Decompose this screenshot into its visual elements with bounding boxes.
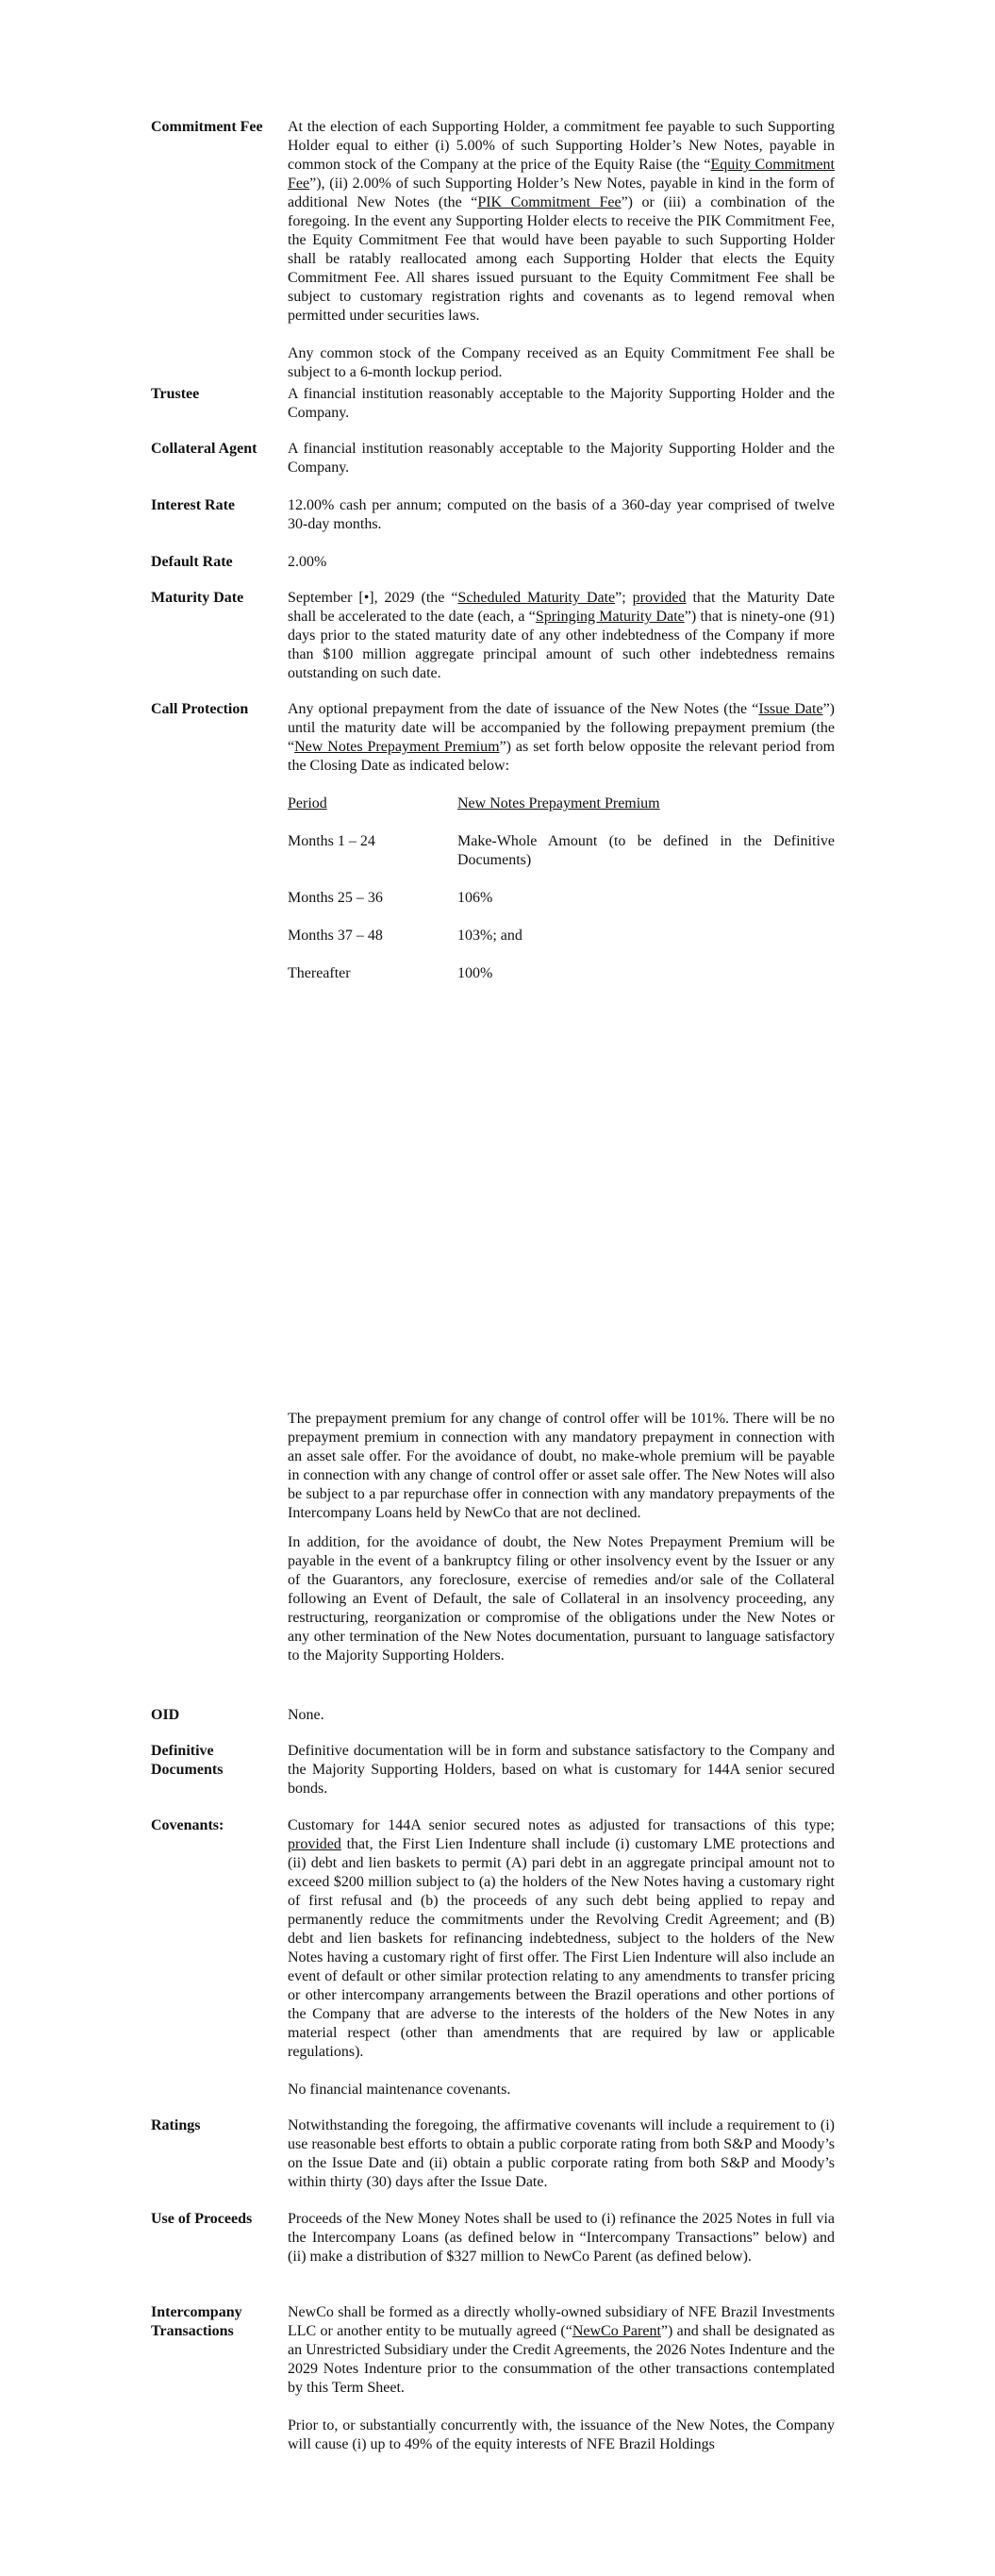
term-commitment-fee: Commitment Fee [151,119,263,135]
term-call-protection: Call Protection [151,701,249,717]
use-of-proceeds-text: Proceeds of the New Money Notes shall be used to (i) refinance the 2025 Notes in full via the Intercompany Loans (as defined below in “Intercompany Transactions” below) and (ii) make a distribution of $327 million to NewCo Parent (as defined below). [288,2211,835,2265]
maturity-date-text: September [•], 2029 (the “Scheduled Maturity Date”; provided that the Maturity Date shall be accelerated to the date (each, a “Springing Maturity Date”) that is ninety-one (91) days prior to the stated maturity date of any other indebtedness of the Company if more than $100 million aggregate principal amount of such other indebtedness remains outstanding on such date. [288,590,836,681]
call-protection-continued [288,1410,835,1665]
commitment-fee-text [288,118,835,382]
oid-text: None. [288,1707,324,1723]
trustee-text: A financial institution reasonably acceptable to the Majority Supporting Holder and the Company. [288,386,835,421]
intercompany-paragraph-2: Prior to, or substantially concurrently with, the issuance of the New Notes, the Company will cause (i) up to 49% of the equity interests of NFE Brazil Holdings [288,2417,835,2452]
term-oid: OID [151,1707,180,1723]
table-row-period: Months 1 – 24 [288,833,375,849]
term-ratings: Ratings [151,2117,201,2133]
interest-rate-text: 12.00% cash per annum; computed on the basis of a 360-day year comprised of twelve 30-day months. [288,497,835,532]
term-covenants: Covenants: [151,1817,224,1833]
intercompany-transactions-text: NewCo shall be formed as a directly wholly-owned subsidiary of NFE Brazil Investments LLC or another entity to be mutually agreed (“NewCo Parent”) and shall be designated as an Unrestricted Subsidiary under the Credit Agreements, the 2026 Notes Indenture and the 2029 Notes Indenture prior to the consummation of the other transactions contemplated by this Term Sheet. Prior to, or substantially concurrently with, the issuance of the New Notes, the Company will cause (i) up to 49% of the equity interests of NFE Brazil Holdings [288,2304,835,2452]
term-use-of-proceeds: Use of Proceeds [151,2211,253,2227]
covenants-text: Customary for 144A senior secured notes as adjusted for transactions of this type; provided that, the First Lien Indenture shall include (i) customary LME protections and (ii) debt and lien baskets to permit (A) pari debt in an aggregate principal amount not to exceed $200 million subject to (a) the holders of the New Notes having a customary right of first refusal and (b) the proceeds of any such debt being applied to repay and permanently reduce the commitments under the Revolving Credit Agreement; and (B) debt and lien baskets for refinancing indebtedness, subject to the holders of the New Notes having a customary right of first offer. The First Lien Indenture will also include an event of default or other similar protection relating to any amendments to transfer pricing or other intercompany arrangements between the Brazil operations and other portions of the Company that are adverse to the interests of the holders of the New Notes in any material respect (other than amendments that are required by law or applicable regulations). No financial maintenance covenants. [288,1817,835,2098]
collateral-agent-text: A financial institution reasonably acceptable to the Majority Supporting Holder and the Company. [288,441,835,476]
term-definitive-documents: Definitive Documents [151,1743,224,1778]
table-row-premium: 100% [457,965,493,981]
table-row-period: Thereafter [288,965,351,981]
term-trustee: Trustee [151,386,200,402]
bankruptcy-premium-paragraph: In addition, for the avoidance of doubt, the New Notes Prepayment Premium will be payable in the event of a bankruptcy filing or other insolvency event by the Issuer or any of the Guarantors, any foreclosure, exercise of remedies and/or sale of the Collateral following an Event of Default, the sale of Collateral in an insolvency proceeding, any restructuring, reorganization or compromise of the obligations under the New Notes or any other termination of the New Notes documentation, pursuant to language satisfactory to the Majority Supporting Holders. [288,1534,835,1664]
table-row-premium: Make-Whole Amount (to be defined in the Definitive Documents) [457,833,835,868]
term-intercompany-transactions: Intercompany Transactions [151,2304,242,2339]
term-collateral-agent: Collateral Agent [151,441,257,457]
call-protection-text: Any optional prepayment from the date of issuance of the New Notes (the “Issue Date”) until the maturity date will be accompanied by the following prepayment premium (the “New Notes Prepayment Premium”) as set forth below opposite the relevant period from the Closing Date as indicated below: [288,701,836,774]
table-row-premium: 106% [457,890,493,906]
ratings-text: Notwithstanding the foregoing, the affirmative covenants will include a requirement to (i) use reasonable best efforts to obtain a public corporate rating from both S&P and Moody’s on the Issue Date and (ii) obtain a public corporate rating from both S&P and Moody’s within thirty (30) days after the Issue Date. [288,2117,835,2190]
change-of-control-paragraph: The prepayment premium for any change of control offer will be 101%. There will be no prepayment premium in connection with any mandatory prepayment in connection with an asset sale offer. For the avoidance of doubt, no make-whole premium will be payable in connection with any change of control offer or asset sale offer. The New Notes will also be subject to a par repurchase offer in connection with any mandatory prepayments of the Intercompany Loans held by NewCo that are not declined. [288,1411,835,1521]
term-maturity-date: Maturity Date [151,590,244,606]
commitment-fee-paragraph-1: At the election of each Supporting Holder, a commitment fee payable to such Supporting Holder equal to either (i) 5.00% of such Supporting Holder’s New Notes, payable in common stock of the Company at the price of the Equity Raise (the “Equity Commitment Fee”), (ii) 2.00% of such Supporting Holder’s New Notes, payable in kind in the form of additional New Notes (the “PIK Commitment Fee”) or (iii) a combination of the foregoing. In the event any Supporting Holder elects to receive the PIK Commitment Fee, the Equity Commitment Fee that would have been payable to such Supporting Holder shall be ratably reallocated among each Supporting Holder that elects the Equity Commitment Fee. All shares issued pursuant to the Equity Commitment Fee shall be subject to customary registration rights and covenants as to legend removal when permitted under securities laws. [288,119,836,324]
table-row-premium: 103%; and [457,928,522,944]
no-maintenance-covenants: No financial maintenance covenants. [288,2082,511,2098]
term-default-rate: Default Rate [151,554,233,570]
table-row-period: Months 37 – 48 [288,928,383,944]
commitment-fee-paragraph-2: Any common stock of the Company received as an Equity Commitment Fee shall be subject to a 6-month lockup period. [288,345,835,380]
default-rate-text: 2.00% [288,554,327,570]
table-header-period: Period [288,795,327,811]
table-row-period: Months 25 – 36 [288,890,383,906]
term-interest-rate: Interest Rate [151,497,236,513]
table-header-premium: New Notes Prepayment Premium [457,795,660,811]
definitive-documents-text: Definitive documentation will be in form and substance satisfactory to the Company and the Majority Supporting Holders, based on what is customary for 144A senior secured bonds. [288,1743,835,1797]
